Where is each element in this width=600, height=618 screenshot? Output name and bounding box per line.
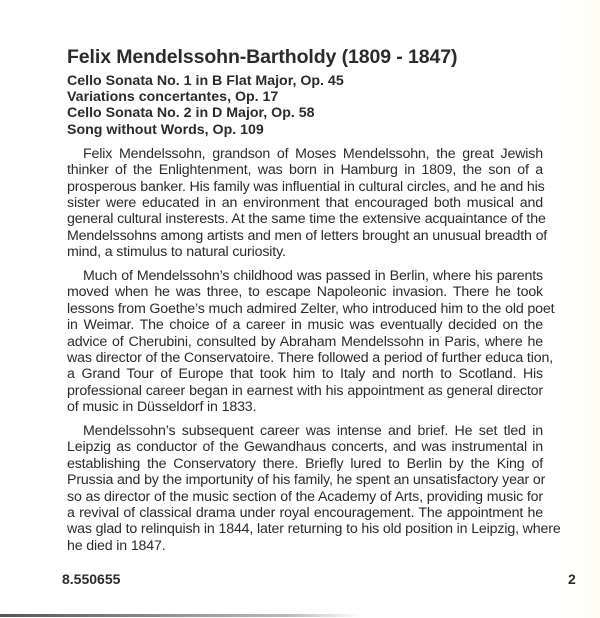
composer-heading: Felix Mendelssohn-Bartholdy (1809 - 1847) xyxy=(67,46,458,68)
text-line: Much of Mendelssohn’s childhood was passed in Berlin, where his parents xyxy=(83,268,543,285)
text-line: was director of the Conservatoire. There followed a period of further educa tion, xyxy=(67,350,553,366)
catalog-number: 8.550655 xyxy=(62,571,121,587)
text-line: a Grand Tour of Europe that took him to Italy and north to Scotland. His xyxy=(67,366,543,383)
text-line: sister were educated in an environment that encouraged both musical and xyxy=(67,194,543,211)
text-line: mind, a stimulus to natural curiosity. xyxy=(67,244,286,261)
text-line: thinker of the Enlightenment, was born in Hamburg in 1809, the son of a xyxy=(67,162,543,179)
text-line: moved when he was three, to escape Napoleonic invasion. There he took xyxy=(67,284,543,301)
works-list xyxy=(67,73,543,138)
work-item: Cello Sonata No. 2 in D Major, Op. 58 xyxy=(67,105,315,122)
bottom-rule xyxy=(0,614,360,617)
text-line: Leipzig as conductor of the Gewandhaus concerts, and was instrumental in xyxy=(67,439,543,456)
text-line: professional career began in earnest with his appointment as general director xyxy=(67,382,543,399)
bio-paragraph-1 xyxy=(67,145,548,261)
work-item: Variations concertantes, Op. 17 xyxy=(67,89,279,106)
text-line: general cultural insterests. At the same time the extensive acquaintance of the xyxy=(67,211,546,228)
text-line: he died in 1847. xyxy=(67,537,166,554)
text-line: establishing the Conservatory there. Briefly lured to Berlin by the King of xyxy=(67,455,543,472)
text-line: so as director of the music section of the Academy of Arts, providing music for xyxy=(67,488,543,505)
bio-paragraph-3 xyxy=(67,423,561,554)
biography xyxy=(67,145,561,554)
page-number: 2 xyxy=(568,571,576,587)
text-line: Mendelssohn’s subsequent career was intense and brief. He set tled in xyxy=(83,423,543,440)
text-line: lessons from Goethe’s much admired Zelter, who introduced him to the old poet xyxy=(67,300,555,317)
text-line: in Weimar. The choice of a career in music was eventually decided on the xyxy=(67,317,543,334)
text-line: Prussia and by the importunity of his family, he spent an unsatisfactory year or xyxy=(67,472,546,489)
text-line: advice of Cherubini, consulted by Abraham Mendelssohn in Paris, where he xyxy=(67,333,543,350)
text-line: was glad to relinquish in 1844, later returning to his old position in Leipzig, where xyxy=(67,521,561,538)
work-item: Cello Sonata No. 1 in B Flat Major, Op. 45 xyxy=(67,73,344,89)
text-line: a revival of classical drama under royal encouragement. The appointment he xyxy=(67,505,543,522)
text-line: prosperous banker. His family was influential in cultural circles, and he and his xyxy=(67,178,545,195)
text-line: of music in Düsseldorf in 1833. xyxy=(67,399,257,416)
text-line: Mendelssohns among artists and men of letters brought an unusual breadth of xyxy=(67,227,548,244)
bio-paragraph-2 xyxy=(67,268,555,416)
page-content xyxy=(67,45,561,562)
work-item: Song without Words, Op. 109 xyxy=(67,121,264,138)
text-line: Felix Mendelssohn, grandson of Moses Mendelssohn, the great Jewish xyxy=(83,145,543,162)
